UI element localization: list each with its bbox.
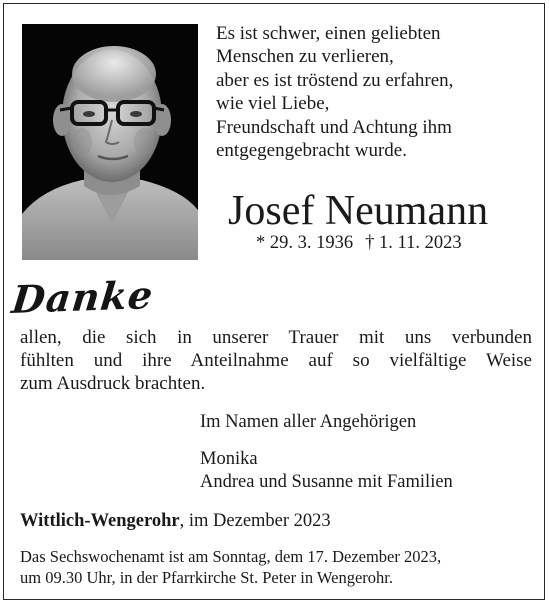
death-date: † 1. 11. 2023 — [365, 233, 462, 253]
family-intro: Im Namen aller Angehörigen — [200, 412, 417, 432]
family-member: Andrea und Susanne mit Familien — [200, 472, 453, 492]
poem-line: Es ist schwer, einen geliebten — [216, 23, 441, 44]
notice-line: um 09.30 Uhr, in der Pfarrkirche St. Peter in Wengerohr. — [20, 568, 393, 587]
thanks-line: allen, die sich in unserer Trauer mit uns verbunden — [20, 327, 532, 348]
poem-line: wie viel Liebe, — [216, 93, 330, 115]
place-and-date — [20, 510, 331, 533]
town-name: Wittlich-Wengerohr — [20, 511, 180, 531]
birth-date: * 29. 3. 1936 — [256, 233, 354, 253]
memorial-poem — [216, 22, 536, 162]
life-dates — [256, 232, 462, 254]
thanks-line: fühlten und ihre Anteilnahme auf so vielfältige Weise — [20, 350, 532, 371]
family-signature — [200, 411, 453, 494]
poem-line: aber es ist tröstend zu erfahren, — [216, 69, 454, 91]
deceased-name: Josef Neumann — [228, 188, 489, 234]
poem-line: Freundschaft und Achtung ihm — [216, 116, 452, 138]
thanks-text — [20, 326, 532, 395]
poem-line: Menschen zu verlieren, — [216, 46, 394, 68]
poem-line: entgegengebracht wurde. — [216, 140, 407, 162]
notice-line: Das Sechswochenamt ist am Sonntag, dem 17. Dezember 2023, — [20, 547, 442, 566]
portrait-photo — [22, 24, 198, 260]
mass-notice — [20, 546, 532, 588]
thanks-heading: Danke — [9, 272, 156, 322]
portrait-image — [22, 24, 198, 260]
thanks-line: zum Ausdruck brachten. — [20, 373, 206, 394]
date-text: , im Dezember 2023 — [179, 511, 331, 531]
family-member: Monika — [200, 449, 258, 469]
